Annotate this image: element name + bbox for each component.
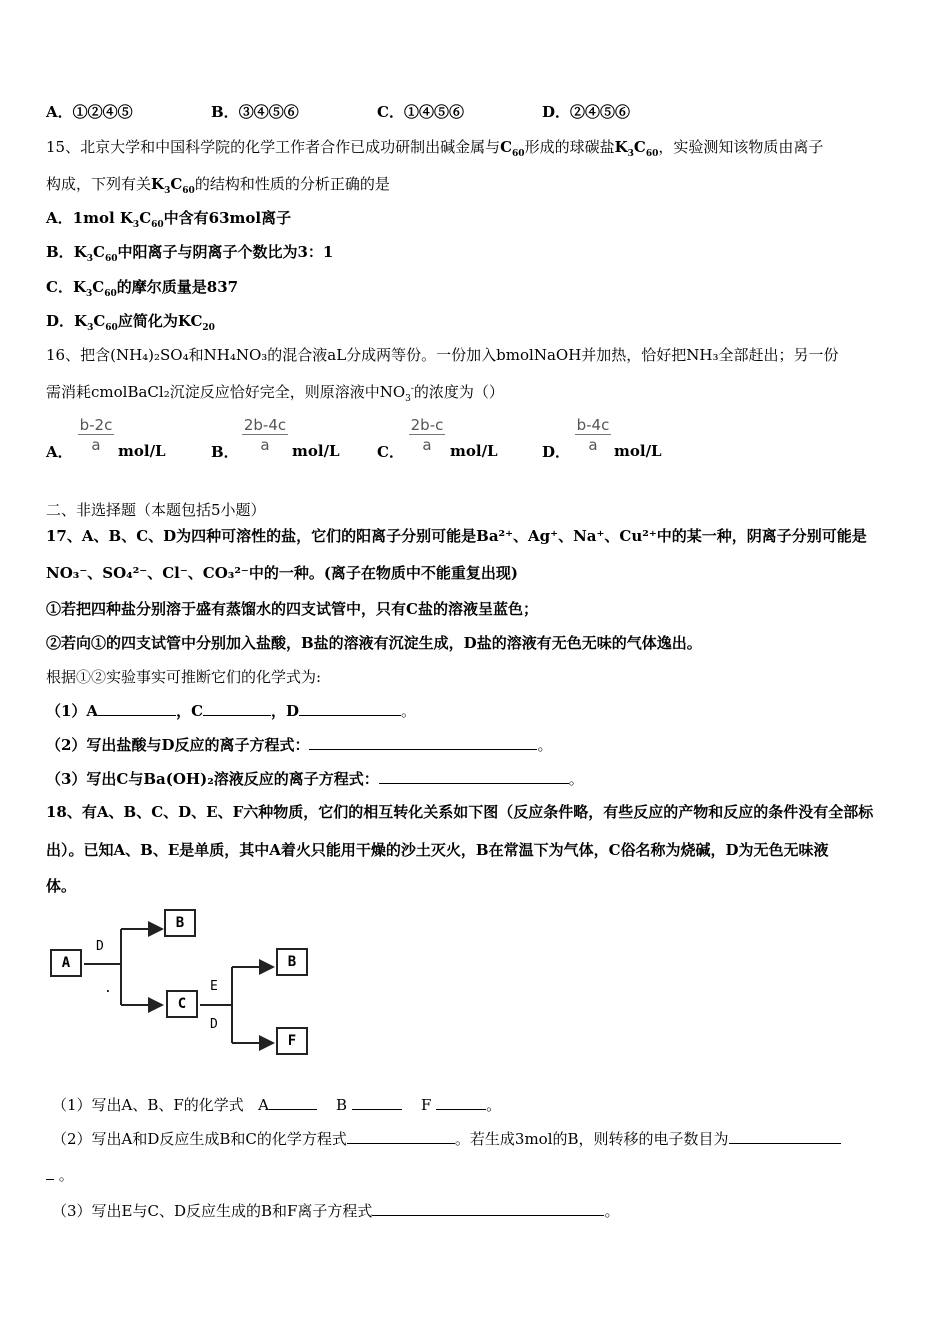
q14-option-d: D．②④⑤⑥ [542,103,631,121]
fraction-numerator: 2b-c [410,416,444,434]
q18-sub-2-continued: 。 [46,1164,74,1185]
fraction-denominator: a [422,436,432,454]
label-d-second: D [210,1017,218,1032]
q17-fact-2: ②若向①的四支试管中分别加入盐酸，B盐的溶液有沉淀生成，D盐的溶液有无色无味的气体逸出。 [46,634,702,652]
q15-stem-line-2: 构成，下列有关$K_3C_{60}$的结构和性质的分析正确的是 [46,175,390,196]
q17-infer: 根据①②实验事实可推断它们的化学式为: [46,668,322,686]
q15-option-a: A．1mol $K_3C_{60}$中含有63mol离子 [46,209,292,230]
q17-stem-line-1: 17、A、B、C、D为四种可溶性的盐，它们的阳离子分别可能是Ba²⁺、Ag⁺、Na⁺、Cu²⁺中的某一种，阴离子分别可能是 [46,527,867,545]
q18-sub-1: （1）写出A、B、F的化学式 A B F 。 [52,1096,502,1114]
q17-stem-line-2: NO₃⁻、SO₄²⁻、Cl⁻、CO₃²⁻中的一种。(离子在物质中不能重复出现) [46,564,519,582]
q16-stem-line-1: 16、把含(NH₄)₂SO₄和NH₄NO₃的混合液aL分成两等份。一份加入bmolNaOH并加热，恰好把NH₃全部赶出；另一份 [46,346,839,364]
node-b-top: B [164,909,196,937]
q16-option-b-label: B． [211,443,239,461]
fraction-numerator: b-4c [576,416,610,434]
q14-option-c: C．①④⑤⑥ [377,103,464,121]
answer-blank-equation[interactable] [347,1128,455,1144]
answer-blank-equation-d[interactable] [309,734,537,750]
q18-stem-line-1: 18、有A、B、C、D、E、F六种物质，它们的相互转化关系如下图（反应条件略，有些反应的产物和反应的条件没有全部标 [46,803,874,821]
q17-sub-2: （2）写出盐酸与D反应的离子方程式： 。 [46,736,553,754]
answer-blank-d[interactable] [299,700,401,716]
q16-option-b-fraction [240,415,290,454]
fraction-denominator: a [91,436,101,454]
q14-option-b: B．③④⑤⑥ [211,103,299,121]
answer-blank-c[interactable] [203,700,271,716]
reaction-diagram [46,905,326,1060]
q16-option-c-label: C． [377,443,404,461]
answer-blank-ionic-equation[interactable] [372,1200,604,1216]
q17-fact-1: ①若把四种盐分别溶于盛有蒸馏水的四支试管中，只有C盐的溶液呈蓝色； [46,600,538,618]
fraction-numerator: 2b-4c [243,416,287,434]
q16-option-c-unit: mol/L [450,442,498,460]
answer-blank-electrons[interactable] [729,1128,841,1144]
q16-stem-line-2: 需消耗cmolBaCl₂沉淀反应恰好完全，则原溶液中$NO_3^-$的浓度为（） [46,383,504,404]
fraction-denominator: a [588,436,598,454]
q18-stem-line-2: 出）。已知A、B、E是单质，其中A着火只能用干燥的沙土灭火，B在常温下为气体，C俗名称为烧碱，D为无色无味液 [46,841,829,859]
node-f: F [276,1027,308,1055]
q15-option-c: C．$K_3C_{60}$的摩尔质量是837 [46,278,239,299]
answer-blank-b[interactable] [352,1094,402,1110]
q17-sub-1: （1）A ，C ，D 。 [46,702,417,720]
q16-option-d-fraction [572,415,614,454]
q16-option-c-fraction [406,415,448,454]
q15-stem-line-1: 15、北京大学和中国科学院的化学工作者合作已成功研制出碱金属与$C_{60}$形成的球碳盐$K_3C_{60}$，实验测知该物质由离子 [46,138,824,159]
fraction-denominator: a [260,436,270,454]
fraction-numerator: b-2c [79,416,113,434]
node-b-right: B [276,948,308,976]
q16-option-a-label: A． [46,443,73,461]
label-dot: . [104,981,112,996]
q14-option-a: A．①②④⑤ [46,103,133,121]
node-c: C [166,990,198,1018]
answer-blank-a[interactable] [98,700,176,716]
node-a: A [50,949,82,977]
section-2-title: 二、非选择题（本题包括5小题） [46,501,266,519]
q17-sub-3: （3）写出C与Ba(OH)₂溶液反应的离子方程式： 。 [46,770,584,788]
answer-blank-a[interactable] [269,1094,317,1110]
q18-sub-2: （2）写出A和D反应生成B和C的化学方程式 。若生成3mol的B，则转移的电子数目为 [52,1128,841,1149]
q18-sub-3: （3）写出E与C、D反应生成的B和F离子方程式 。 [52,1202,620,1220]
q18-stem-line-3: 体。 [46,877,77,895]
q16-option-a-unit: mol/L [118,442,166,460]
q15-option-d: D．$K_3C_{60}$应简化为$KC_{20}$ [46,312,215,333]
label-d-first: D [96,939,104,954]
q16-option-a-fraction [76,415,116,454]
q16-option-d-unit: mol/L [614,442,662,460]
answer-blank-equation-c[interactable] [379,768,569,784]
answer-blank-f[interactable] [436,1094,486,1110]
label-e: E [210,979,218,994]
q16-option-d-label: D． [542,443,571,461]
q15-option-b: B．$K_3C_{60}$中阳离子与阴离子个数比为3：1 [46,243,334,264]
q16-option-b-unit: mol/L [292,442,340,460]
answer-blank-electrons-continued[interactable] [46,1164,54,1180]
